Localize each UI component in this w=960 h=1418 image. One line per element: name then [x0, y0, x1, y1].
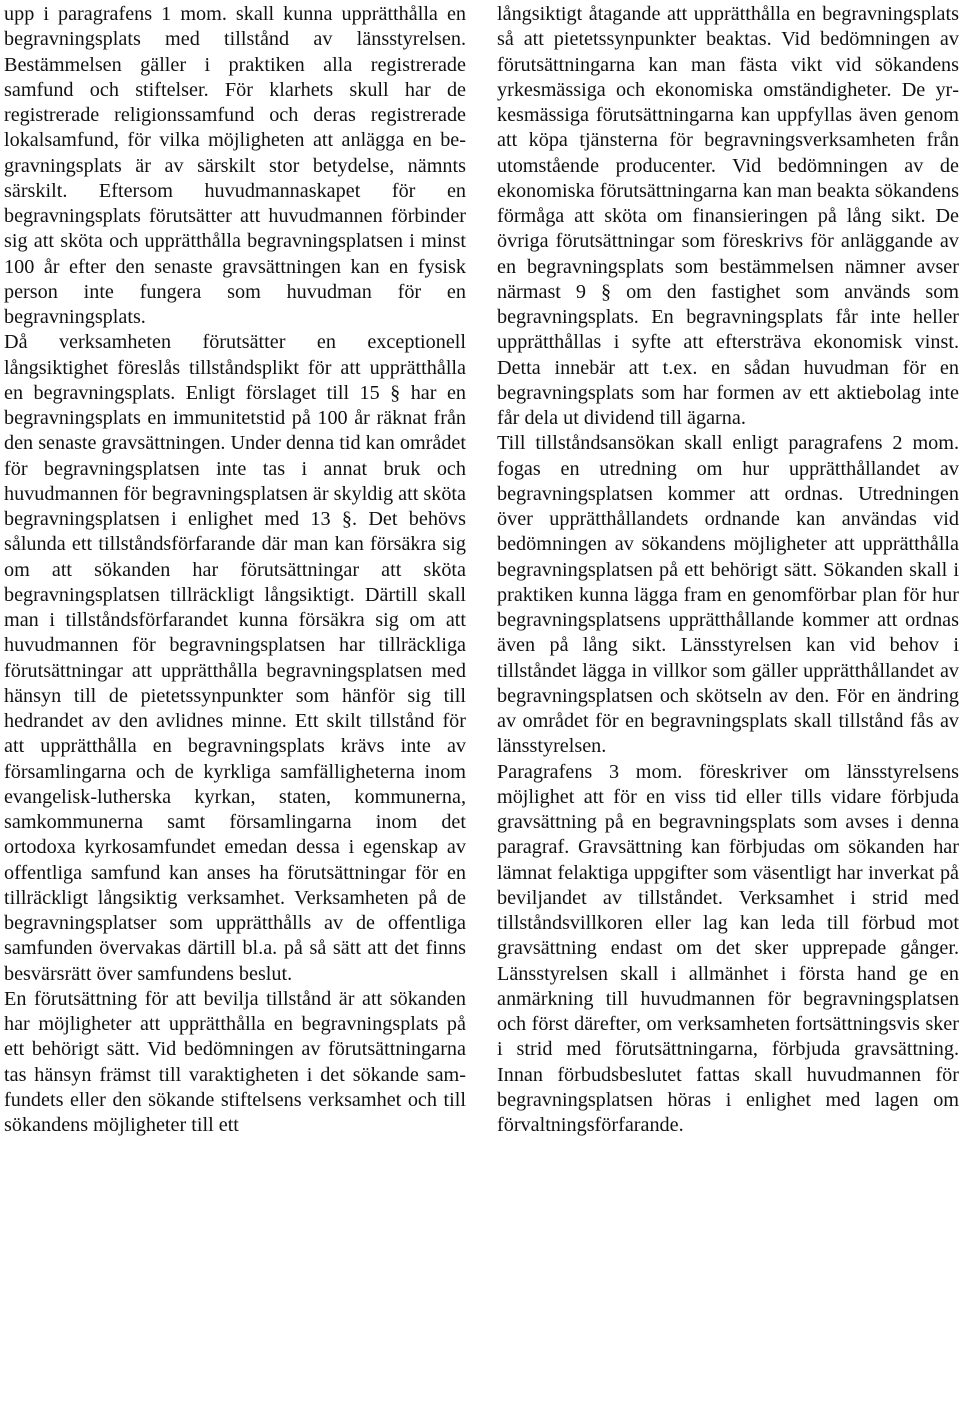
paragraph: långsiktigt åtagande att upprätthålla en begravningsplats så att pietetssynpunkter beaktas. Vid bedömningen av förutsättningarna kan man fästa vikt vid sökandens yrkesmässiga och ekonomiska omständigheter. De yrkesmässiga förutsättningarna kan uppfyllas även genom att köpa tjänsterna för begravningsverksamheten från utomstående producenter. Vid bedömningen av de ekonomiska förutsättningarna kan man beakta sökandens förmåga att sköta om finansieringen på lång sikt. De övriga förutsättningar som föreskrivs för anläggande av en begravningsplats som bestämmelsen nämner avser närmast 9 § om den fastighet som används som begravningsplats. En begravningsplats får inte heller upprätthållas i syfte att eftersträva ekonomisk vinst. Detta innebär att t.ex. en sådan huvudman för en begravningsplats som har formen av ett aktiebolag inte får dela ut dividend till ägarna.	[497, 3, 959, 429]
paragraph: Till tillståndsansökan skall enligt paragrafens 2 mom. fogas en utredning om hur upprätthållandet av begravningsplatsen kommer att ordnas. Utredningen över upprätthållandets ordnande kan användas vid bedömningen av sökandens möjligheter att upprätthålla begravningsplatsen på ett behörigt sätt. Sökanden skall i praktiken kunna lägga fram en genomförbar plan för hur begravningsplatsens upprätthållande kommer att ordnas även på lång sikt. Länsstyrelsen kan vid behov i tillståndet lägga in villkor som gäller upprätthållandet av begravningsplatsen och skötseln av den. För en ändring av området för en begravningsplats skall tillstånd fås av länsstyrelsen.	[497, 432, 959, 758]
left-text-column	[4, 2, 466, 1138]
paragraph: En förutsättning för att bevilja tillstånd är att sökanden har möjligheter att upprätthålla en begravningsplats på ett behörigt sätt. Vid bedömningen av förutsättningarna tas hänsyn främst till varaktigheten i det sökande samfundets eller den sökande stiftelsens verksamhet och till sökandens möjligheter till ett	[4, 987, 466, 1136]
paragraph: upp i paragrafens 1 mom. skall kunna upprätthålla en begravningsplats med tillstånd av länsstyrelsen. Bestämmelsen gäller i praktiken alla registrerade samfund och stiftelser. För klarhets skull har de registrerade religionssamfund och deras registrerade lokalsamfund, för vilka möjligheten att anlägga en begravningsplats är av särskilt stor betydelse, nämnts särskilt. Eftersom huvudmannaskapet för en begravningsplats förutsätter att huvudmannen förbinder sig att sköta och upprätthålla begravningsplatsen i minst 100 år efter den senaste gravsättningen kan en fysisk person inte fungera som huvudman för en begravningsplats.	[4, 3, 466, 328]
paragraph: Paragrafens 3 mom. föreskriver om länsstyrelsens möjlighet att för en viss tid eller tills vidare förbjuda gravsättning på en begravningsplats som avses i denna paragraf. Gravsättning kan förbjudas om sökanden har lämnat felaktiga uppgifter som väsentligt har inverkat på beviljandet av tillståndet. Verksamhet i strid med tillståndsvillkoren eller lag kan leda till förbud mot gravsättning endast om det sker upprepade gånger. Länsstyrelsen skall i allmänhet i första hand ge en anmärkning till huvudmannen för begravningsplatsen och först därefter, om verksamheten fortsättningsvis sker i strid med förutsättningarna, förbjuda gravsättning. Innan förbudsbeslutet fattas skall huvudmannen för begravningsplatsen höras i enlighet med lagen om förvaltningsförfarande.	[497, 760, 959, 1136]
paragraph: Då verksamheten förutsätter en exceptionell långsiktighet föreslås tillståndsplikt för att upprätthålla en begravningsplats. Enligt förslaget till 15 § har en begravningsplats en immunitetstid på 100 år räknat från den senaste gravsättningen. Under denna tid kan området för begravningsplatsen inte tas i annat bruk och huvudmannen för begravningsplatsen är skyldig att sköta begravningsplatsen i enlighet med 13 §. Det behövs sålunda ett tillståndsförfarande där man kan försäkra sig om att sökanden har förutsättningar att sköta begravningsplatsen tillräckligt långsiktigt. Därtill skall man i tillståndsförfarandet kunna försäkra sig om att huvudmannen för begravningsplatsen har tillräckliga förutsättningar att upprätthålla begravningsplatsen med hänsyn till de pietetssynpunkter som hänför sig till hedrandet av den avlidnes minne. Ett skilt tillstånd för att upprätthålla en begravningsplats krävs inte av församlingarna och de kyrkliga samfälligheterna inom evangelisk-lutherska kyrkan, staten, kommunerna, samkommunerna samt församlingarna inom det ortodoxa kyrkosamfundet emedan dessa i egenskap av offentliga samfund kan anses ha förutsättningar för en tillräckligt långsiktig verksamhet. Verksamheten på de begravningsplatser som upprätthålls av de offentliga samfunden övervakas därtill bl.a. på så sätt att det finns besvärsrätt över samfundens beslut.	[4, 331, 466, 985]
right-text-column	[497, 2, 959, 1138]
